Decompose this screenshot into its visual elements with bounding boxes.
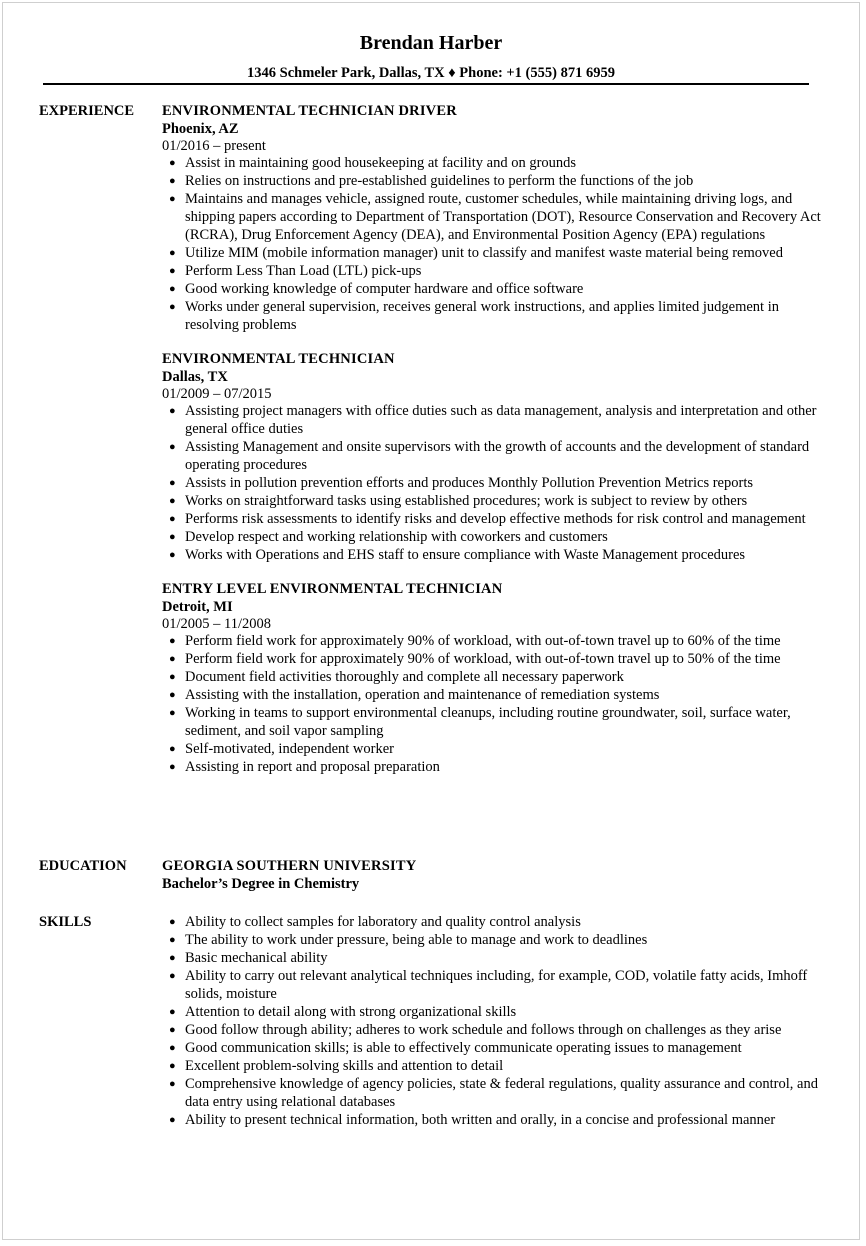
bullet-icon: ● xyxy=(169,934,176,946)
bullet-icon: ● xyxy=(169,301,176,313)
experience-body xyxy=(162,102,822,792)
list-item xyxy=(162,474,822,492)
bullet-text: Develop respect and working relationship with coworkers and customers xyxy=(185,529,608,545)
bullet-icon: ● xyxy=(169,549,176,561)
list-item xyxy=(162,1057,822,1075)
education-body xyxy=(162,857,822,893)
bullet-icon: ● xyxy=(169,952,176,964)
bullet-icon: ● xyxy=(169,1006,176,1018)
bullet-text: Utilize MIM (mobile information manager) unit to classify and manifest waste material being removed xyxy=(185,245,783,261)
job-bullets xyxy=(162,402,822,564)
list-item xyxy=(162,438,822,474)
bullet-icon: ● xyxy=(169,743,176,755)
list-item xyxy=(162,172,822,190)
list-item xyxy=(162,154,822,172)
bullet-icon: ● xyxy=(169,671,176,683)
job-location: Dallas, TX xyxy=(162,369,228,385)
bullet-icon: ● xyxy=(169,265,176,277)
candidate-name: Brendan Harber xyxy=(359,32,503,54)
job-entry xyxy=(162,580,822,776)
bullet-text: Performs risk assessments to identify risks and develop effective methods for risk control and management xyxy=(185,511,806,527)
bullet-icon: ● xyxy=(169,175,176,187)
list-item xyxy=(162,1075,822,1111)
bullet-icon: ● xyxy=(169,495,176,507)
bullet-icon: ● xyxy=(169,157,176,169)
bullet-text: Assisting Management and onsite supervisors with the growth of accounts and the development of standard operating procedures xyxy=(185,439,810,473)
list-item xyxy=(162,949,822,967)
bullet-icon: ● xyxy=(169,761,176,773)
bullet-text: Basic mechanical ability xyxy=(185,950,328,966)
bullet-text: Works under general supervision, receives general work instructions, and applies limited judgement in resolving problems xyxy=(185,299,779,333)
bullet-icon: ● xyxy=(169,635,176,647)
list-item xyxy=(162,967,822,1003)
list-item xyxy=(162,1039,822,1057)
list-item xyxy=(162,668,822,686)
bullet-icon: ● xyxy=(169,1024,176,1036)
bullet-icon: ● xyxy=(169,916,176,928)
bullet-text: Document field activities thoroughly and complete all necessary paperwork xyxy=(185,669,624,685)
job-entry xyxy=(162,102,822,334)
bullet-icon: ● xyxy=(169,1078,176,1090)
list-item xyxy=(162,650,822,668)
job-dates: 01/2005 – 11/2008 xyxy=(162,616,272,632)
list-item xyxy=(162,1003,822,1021)
bullet-text: Works on straightforward tasks using established procedures; work is subject to review by others xyxy=(185,493,748,509)
list-item xyxy=(162,546,822,564)
bullet-icon: ● xyxy=(169,1060,176,1072)
bullet-text: Ability to present technical information, both written and orally, in a concise and professional manner xyxy=(185,1112,776,1128)
bullet-icon: ● xyxy=(169,477,176,489)
list-item xyxy=(162,244,822,262)
header-divider xyxy=(43,83,809,85)
bullet-text: Ability to carry out relevant analytical techniques including, for example, COD, volatile fatty acids, Imhoff solids, moisture xyxy=(185,968,808,1002)
bullet-text: Perform Less Than Load (LTL) pick-ups xyxy=(185,263,422,279)
list-item xyxy=(162,913,822,931)
bullet-text: Ability to collect samples for laboratory and quality control analysis xyxy=(185,914,581,930)
bullet-text: Assists in pollution prevention efforts and produces Monthly Pollution Prevention Metrics reports xyxy=(185,475,753,491)
job-bullets xyxy=(162,632,822,776)
degree: Bachelor’s Degree in Chemistry xyxy=(162,876,360,892)
list-item xyxy=(162,758,822,776)
bullet-text: Good follow through ability; adheres to work schedule and follows through on challenges as they arise xyxy=(185,1022,782,1038)
list-item xyxy=(162,931,822,949)
list-item xyxy=(162,1021,822,1039)
bullet-text: Attention to detail along with strong organizational skills xyxy=(185,1004,517,1020)
list-item xyxy=(162,402,822,438)
job-dates: 01/2016 – present xyxy=(162,138,266,154)
job-title: ENTRY LEVEL ENVIRONMENTAL TECHNICIAN xyxy=(162,581,503,597)
bullet-icon: ● xyxy=(169,405,176,417)
list-item xyxy=(162,280,822,298)
bullet-text: Assisting in report and proposal preparation xyxy=(185,759,440,775)
list-item xyxy=(162,686,822,704)
job-location: Detroit, MI xyxy=(162,599,233,615)
skills-body xyxy=(162,913,822,1129)
bullet-text: Good working knowledge of computer hardware and office software xyxy=(185,281,584,297)
education-label: EDUCATION xyxy=(39,858,127,874)
bullet-text: Perform field work for approximately 90% of workload, with out-of-town travel up to 50% of the time xyxy=(185,651,781,667)
bullet-icon: ● xyxy=(169,1042,176,1054)
list-item xyxy=(162,528,822,546)
bullet-icon: ● xyxy=(169,247,176,259)
list-item xyxy=(162,262,822,280)
bullet-icon: ● xyxy=(169,193,176,205)
bullet-icon: ● xyxy=(169,513,176,525)
bullet-text: Comprehensive knowledge of agency policies, state & federal regulations, quality assurance and control, and data entry using relational databases xyxy=(185,1076,818,1110)
bullet-icon: ● xyxy=(169,653,176,665)
school-name: GEORGIA SOUTHERN UNIVERSITY xyxy=(162,858,417,874)
list-item xyxy=(162,510,822,528)
bullet-text: Excellent problem-solving skills and attention to detail xyxy=(185,1058,504,1074)
list-item xyxy=(162,704,822,740)
job-title: ENVIRONMENTAL TECHNICIAN xyxy=(162,351,395,367)
experience-label: EXPERIENCE xyxy=(39,103,135,119)
skills-list xyxy=(162,913,822,1129)
bullet-text: Maintains and manages vehicle, assigned route, customer schedules, while maintaining driving logs, and shipping papers according to Department of Transportation (DOT), Resource Conservation and Recovery Act (RCRA), Drug Enforcement Agency (DEA), and Environmental Position Agency (EPA) regulations xyxy=(185,191,821,243)
bullet-icon: ● xyxy=(169,1114,176,1126)
bullet-text: Works with Operations and EHS staff to ensure compliance with Waste Management procedures xyxy=(185,547,746,563)
bullet-icon: ● xyxy=(169,283,176,295)
bullet-text: Self-motivated, independent worker xyxy=(185,741,394,757)
contact-line: 1346 Schmeler Park, Dallas, TX ♦ Phone: +1 (555) 871 6959 xyxy=(247,65,615,81)
bullet-icon: ● xyxy=(169,689,176,701)
bullet-text: Assisting project managers with office duties such as data management, analysis and interpretation and other general office duties xyxy=(185,403,817,437)
bullet-icon: ● xyxy=(169,707,176,719)
bullet-text: Working in teams to support environmental cleanups, including routine groundwater, soil, surface water, sediment, and soil vapor sampling xyxy=(185,705,791,739)
bullet-text: Assisting with the installation, operation and maintenance of remediation systems xyxy=(185,687,660,703)
bullet-icon: ● xyxy=(169,970,176,982)
bullet-text: Good communication skills; is able to effectively communicate operating issues to management xyxy=(185,1040,742,1056)
bullet-text: Perform field work for approximately 90% of workload, with out-of-town travel up to 60% of the time xyxy=(185,633,781,649)
skills-label: SKILLS xyxy=(39,914,92,930)
list-item xyxy=(162,298,822,334)
bullet-icon: ● xyxy=(169,441,176,453)
list-item xyxy=(162,632,822,650)
list-item xyxy=(162,190,822,244)
job-entry xyxy=(162,350,822,564)
bullet-icon: ● xyxy=(169,531,176,543)
job-title: ENVIRONMENTAL TECHNICIAN DRIVER xyxy=(162,103,457,119)
list-item xyxy=(162,740,822,758)
list-item xyxy=(162,1111,822,1129)
job-bullets xyxy=(162,154,822,334)
resume-page xyxy=(2,2,860,1240)
bullet-text: Relies on instructions and pre-established guidelines to perform the functions of the job xyxy=(185,173,694,189)
bullet-text: The ability to work under pressure, being able to manage and work to deadlines xyxy=(185,932,648,948)
bullet-text: Assist in maintaining good housekeeping at facility and on grounds xyxy=(185,155,577,171)
job-dates: 01/2009 – 07/2015 xyxy=(162,386,272,402)
list-item xyxy=(162,492,822,510)
job-location: Phoenix, AZ xyxy=(162,121,239,137)
